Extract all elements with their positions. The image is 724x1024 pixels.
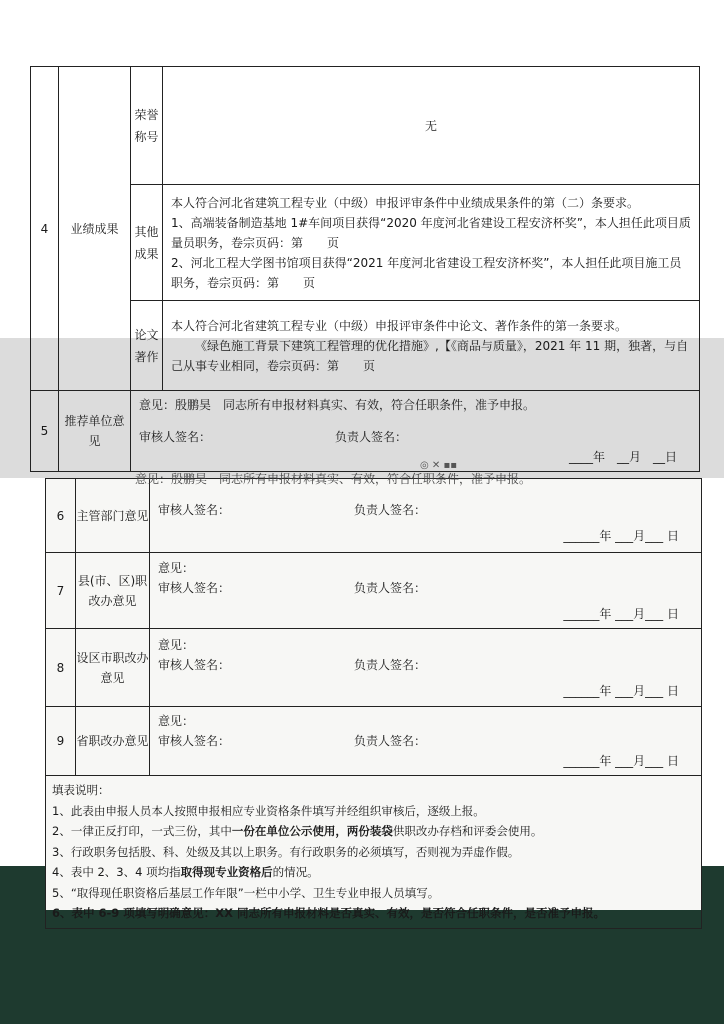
opinion-label: 意见： <box>158 637 195 652</box>
date-line: ______年 ___月___ 日 <box>563 528 679 543</box>
instruction-item: 2、一律正反打印，一式三份，其中一份在单位公示使用，两份装袋供职改办存档和评委会使用。 <box>52 824 543 838</box>
row-category-dept: 主管部门意见 <box>76 479 150 553</box>
upper-form-sheet <box>30 66 700 470</box>
instruction-item: 5、“取得现任职资格后基层工作年限”一栏中小学、卫生专业申报人员填写。 <box>52 885 440 900</box>
row-number-6: 6 <box>46 479 76 553</box>
paper-label: 论文著作 <box>131 301 163 391</box>
province-opinion-cell <box>150 707 702 776</box>
row-number-8: 8 <box>46 629 76 707</box>
leader-signature-label: 负责人签名： <box>354 502 427 517</box>
date-line: ______年 ___月___ 日 <box>563 606 679 621</box>
dept-opinion-cell <box>150 479 702 553</box>
opinion-label: 意见： <box>158 560 195 575</box>
city-opinion-cell <box>150 629 702 707</box>
filling-instructions <box>46 776 702 929</box>
date-line: ____年 __月 __日 <box>568 450 677 464</box>
instruction-item: 1、此表由申报人员本人按照申报相应专业资格条件填写并经组织审核后，逐级上报。 <box>52 803 485 818</box>
row-category-county: 县(市、区)职改办意见 <box>76 553 150 629</box>
row-number-7: 7 <box>46 553 76 629</box>
instruction-item: 4、表中 2、3、4 项均指取得现专业资格后的情况。 <box>52 865 319 879</box>
approval-table <box>45 478 702 929</box>
other-line: 本人符合河北省建筑工程专业（中级）申报评审条件中业绩成果条件的第（二）条要求。 <box>171 195 640 210</box>
date-line: ______年 ___月___ 日 <box>563 754 679 768</box>
reviewer-signature-label: 审核人签名： <box>158 657 231 672</box>
row-category-recommend: 推荐单位意见 <box>59 391 131 472</box>
county-opinion-cell <box>150 553 702 629</box>
paper-content <box>163 301 700 391</box>
row-number-4: 4 <box>31 67 59 391</box>
row-category-province: 省职改办意见 <box>76 707 150 776</box>
honor-value: 无 <box>163 67 700 185</box>
leader-signature-label: 负责人签名： <box>354 580 427 595</box>
other-achievements-label: 其他成果 <box>131 185 163 301</box>
reviewer-signature-label: 审核人签名： <box>158 502 231 517</box>
other-achievements-content <box>163 185 700 301</box>
reviewer-signature-label: 审核人签名： <box>158 734 231 748</box>
opinion-label: 意见： <box>158 714 195 728</box>
other-line: 1、高端装备制造基地 1#车间项目获得“2020 年度河北省建设工程安济杯奖”，本人担任此项目质量员职务，卷宗页码：第 页 <box>171 215 691 250</box>
honor-label: 荣誉称号 <box>131 67 163 185</box>
instructions-title: 填表说明： <box>52 783 110 797</box>
reviewer-signature-label: 审核人签名： <box>158 580 231 595</box>
paper-line: 本人符合河北省建筑工程专业（中级）申报评审条件中论文、著作条件的第一条要求。 <box>171 318 628 333</box>
leader-signature-label: 负责人签名： <box>335 430 408 444</box>
instruction-item: 6、表中 6-9 项填写明确意见：XX 同志所有申报材料是否真实、有效，是否符合任职条件，是否准予申报。 <box>52 906 606 920</box>
leader-signature-label: 负责人签名： <box>354 734 427 748</box>
recommend-opinion: 意见：殷鹏昊 同志所有申报材料真实、有效，符合任职条件，准予申报。 <box>139 398 536 412</box>
scan-artifact-mark: ◎ ✕ ▪▪ <box>420 460 458 471</box>
leader-signature-label: 负责人签名： <box>354 657 427 672</box>
recommend-content <box>131 391 700 472</box>
row-category-city: 设区市职改办意见 <box>76 629 150 707</box>
reviewer-signature-label: 审核人签名： <box>139 430 212 444</box>
date-line: ______年 ___月___ 日 <box>563 683 679 698</box>
row-number-5: 5 <box>31 391 59 472</box>
partial-opinion-line: 意见：殷鹏昊 同志所有申报材料真实、有效，符合任职条件，准予申报。 <box>135 472 532 486</box>
row-category-achievements: 业绩成果 <box>59 67 131 391</box>
instruction-item: 3、行政职务包括股、科、处级及其以上职务。有行政职务的必须填写，否则视为弄虚作假。 <box>52 844 520 859</box>
other-line: 2、河北工程大学图书馆项目获得“2021 年度河北省建设工程安济杯奖”，本人担任此项目施工员职务，卷宗页码：第 页 <box>171 255 682 290</box>
lower-form-sheet <box>45 472 702 920</box>
row-number-9: 9 <box>46 707 76 776</box>
achievements-table <box>30 66 700 472</box>
paper-line: 《绿色施工背景下建筑工程管理的优化措施》,【《商品与质量》，2021 年 11 期，独著，与自己从事专业相同，卷宗页码：第 页 <box>171 338 689 373</box>
